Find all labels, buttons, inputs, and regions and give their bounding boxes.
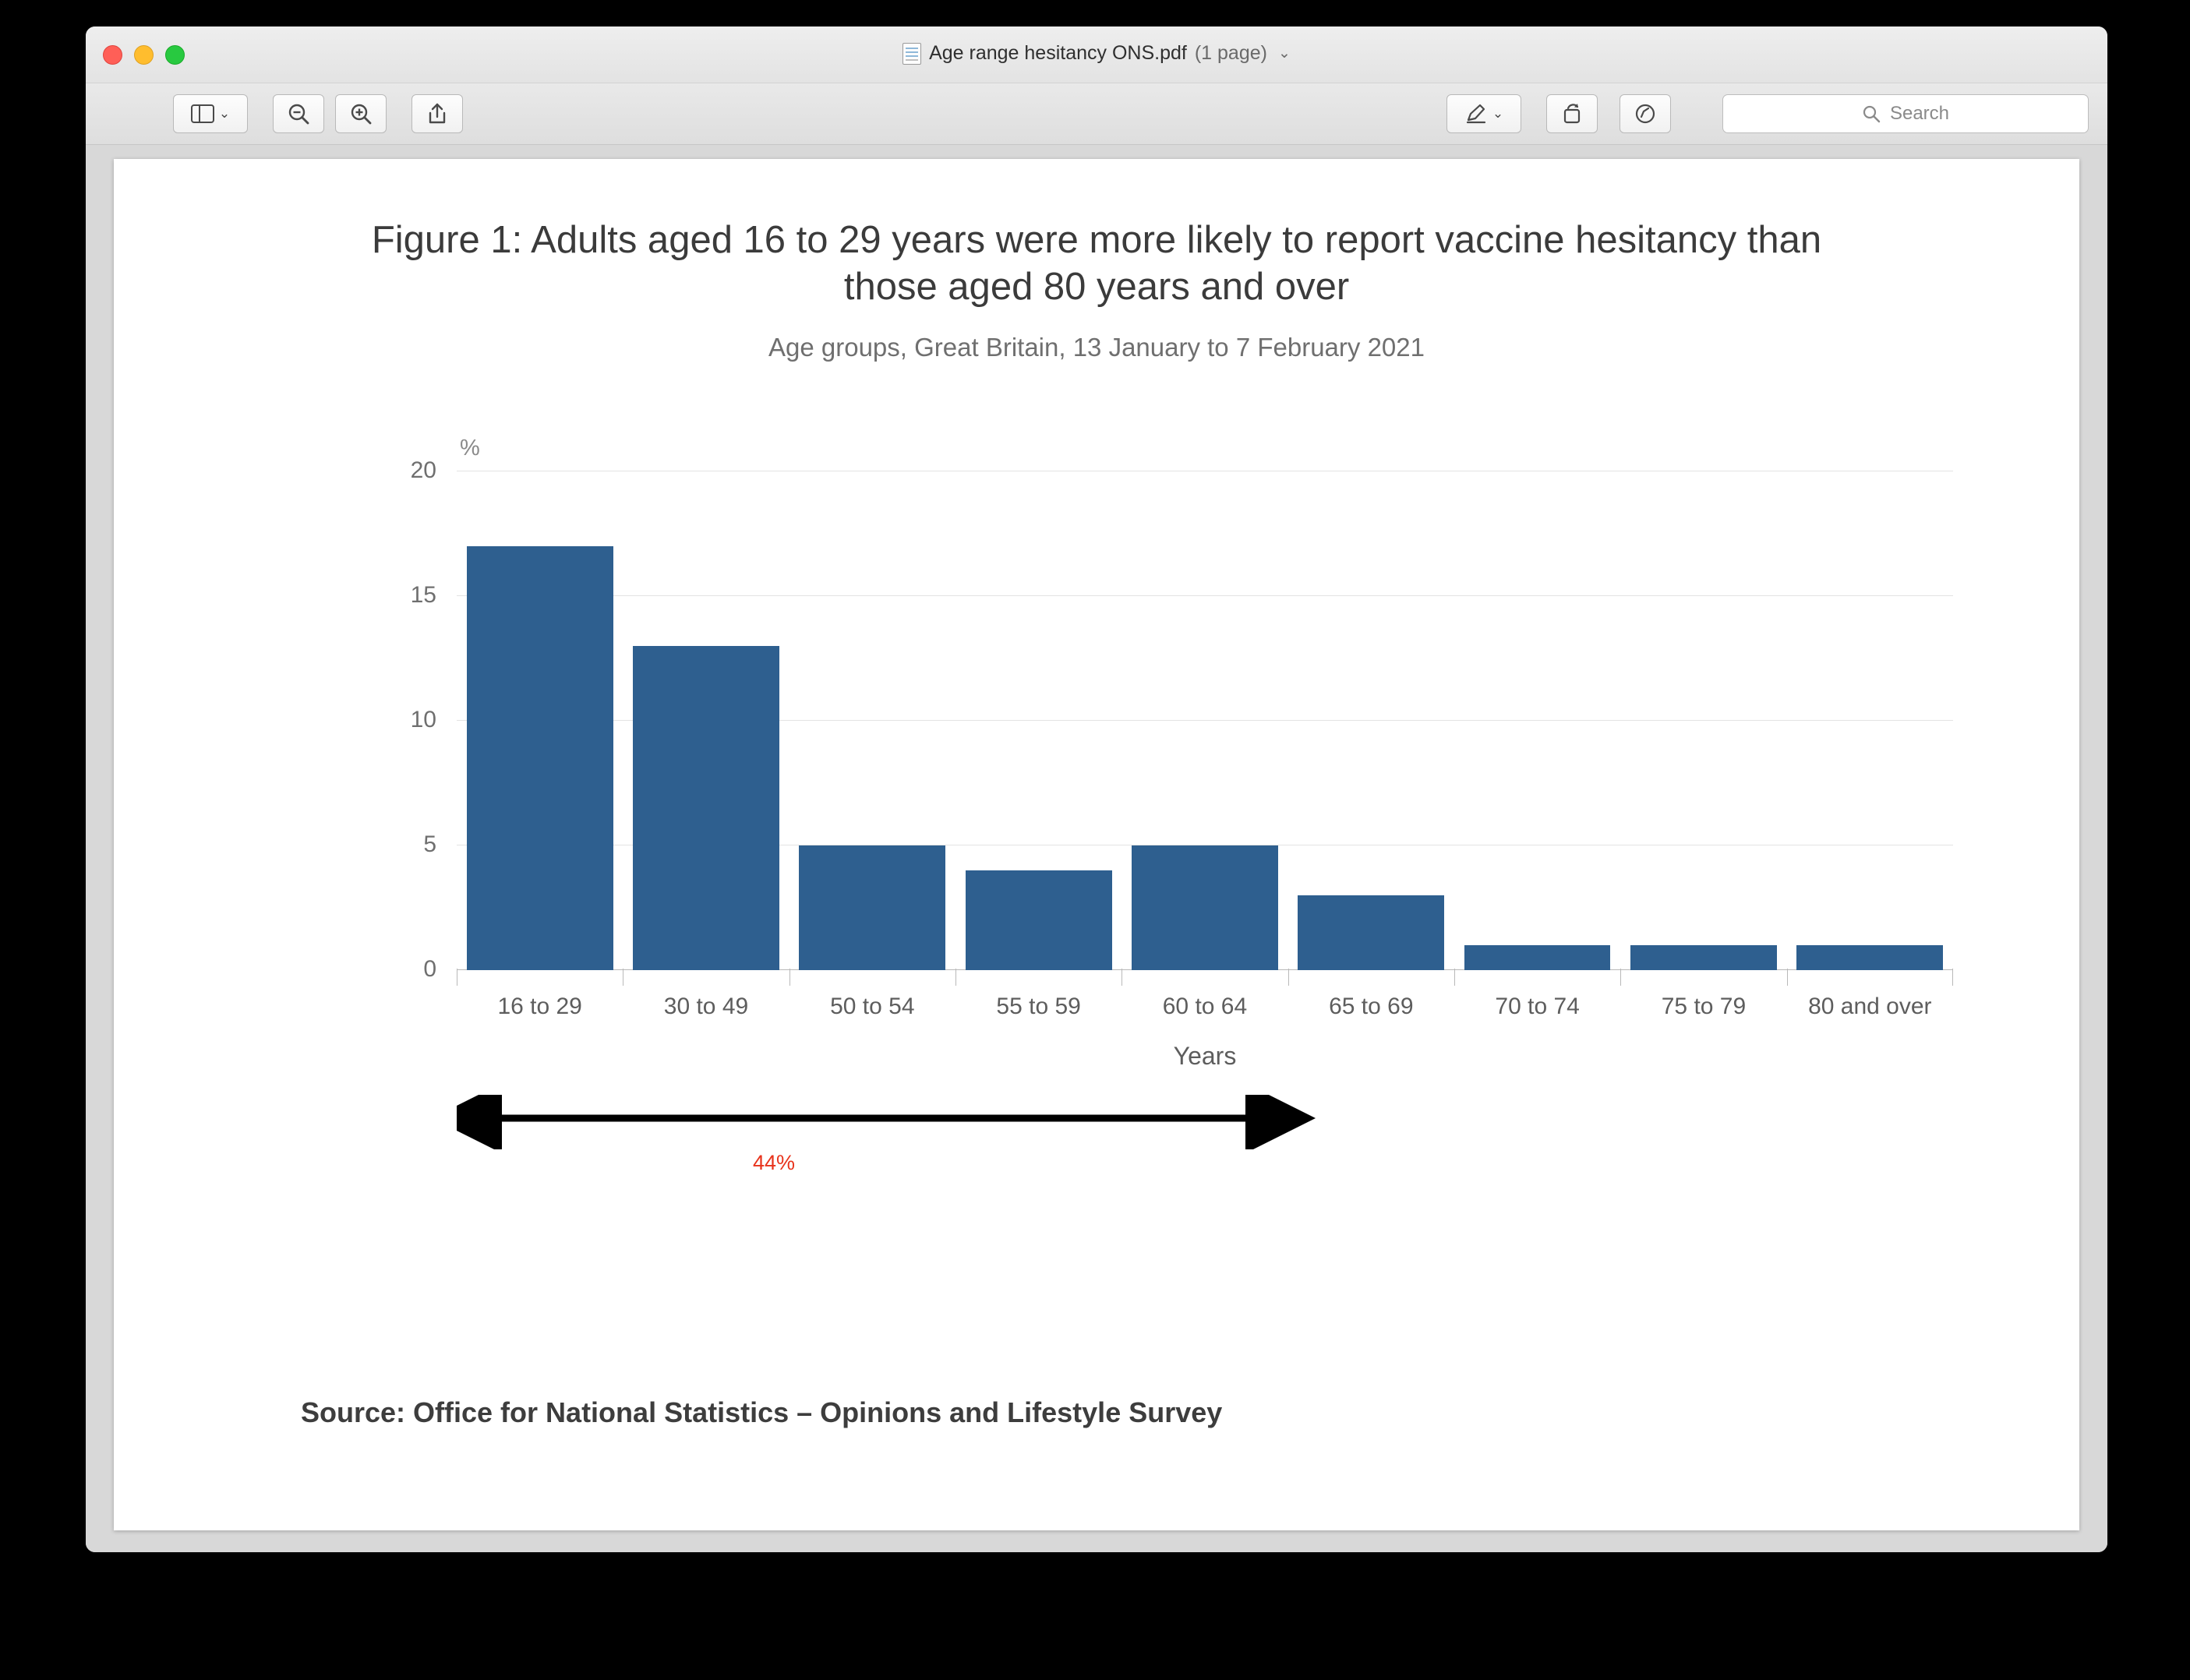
page-scroll-area[interactable] <box>86 145 2107 1552</box>
bar-column <box>1121 471 1288 970</box>
x-axis-tick-label: 16 to 29 <box>457 994 623 1020</box>
bar <box>467 546 613 970</box>
annotate-button[interactable] <box>1620 94 1671 133</box>
bar-column <box>955 471 1121 970</box>
chart-title: Figure 1: Adults aged 16 to 29 years were more likely to report vaccine hesitancy than those aged 80 years and over <box>371 219 1822 308</box>
search-icon <box>1862 104 1881 123</box>
marker-pen-icon <box>1464 103 1488 125</box>
x-axis-tick-label: 50 to 54 <box>789 994 955 1020</box>
chevron-down-icon: ⌄ <box>218 106 231 121</box>
search-placeholder: Search <box>1889 103 1950 124</box>
document-icon <box>902 43 921 65</box>
y-axis-tick-label: 15 <box>410 581 436 608</box>
x-axis-tick-label: 75 to 79 <box>1620 994 1786 1020</box>
bar <box>966 870 1112 970</box>
bar-column <box>789 471 955 970</box>
bar <box>633 646 779 970</box>
share-button[interactable] <box>412 94 463 133</box>
bar-column <box>1787 471 1953 970</box>
bar-column <box>1454 471 1620 970</box>
window-title <box>86 42 2107 65</box>
toolbar <box>86 83 2107 145</box>
highlight-circle-icon <box>1634 102 1657 125</box>
preview-window <box>86 26 2107 1552</box>
bar-series <box>457 471 1953 970</box>
toolbar-left-group <box>173 94 463 133</box>
x-axis-tick-label: 60 to 64 <box>1121 994 1288 1020</box>
x-axis-tick-label: 30 to 49 <box>623 994 789 1020</box>
window-page-count: (1 page) <box>1194 42 1267 64</box>
range-annotation <box>457 1095 1953 1188</box>
bar <box>1796 945 1943 970</box>
pdf-page <box>114 159 2079 1530</box>
zoom-out-icon <box>287 102 310 125</box>
bar <box>1132 845 1278 970</box>
chart <box>114 435 2079 1174</box>
bar <box>1298 895 1444 970</box>
y-axis-unit-label: % <box>460 435 480 461</box>
share-icon <box>426 102 448 125</box>
search-inner <box>1862 103 1949 125</box>
y-axis-tick-label: 5 <box>423 831 436 857</box>
sidebar-toggle-button[interactable] <box>173 94 248 133</box>
chart-subtitle: Age groups, Great Britain, 13 January to 7 February 2021 <box>768 332 1425 362</box>
chevron-down-icon[interactable]: ⌄ <box>1277 45 1291 62</box>
zoom-out-button[interactable] <box>273 94 324 133</box>
x-axis-labels <box>457 994 1953 1020</box>
window-title-text: Age range hesitancy ONS.pdf <box>929 42 1187 64</box>
bar-column <box>623 471 789 970</box>
zoom-in-icon <box>349 102 373 125</box>
bar <box>799 845 945 970</box>
zoom-in-button[interactable] <box>335 94 387 133</box>
window-titlebar <box>86 26 2107 83</box>
chevron-down-icon: ⌄ <box>1492 106 1504 121</box>
y-axis-tick-label: 20 <box>410 457 436 483</box>
bar-column <box>457 471 623 970</box>
toolbar-right-group <box>1446 94 1671 133</box>
x-axis-title: Years <box>1173 1041 1237 1070</box>
markup-button[interactable] <box>1446 94 1521 133</box>
rotate-button[interactable] <box>1546 94 1598 133</box>
double-arrow-icon <box>457 1095 1953 1149</box>
bar <box>1464 945 1611 970</box>
bar <box>1630 945 1777 970</box>
bar-column <box>1620 471 1786 970</box>
x-axis-tick-label: 70 to 74 <box>1454 994 1620 1020</box>
rotate-icon <box>1560 102 1584 125</box>
y-axis-tick-label: 0 <box>423 955 436 982</box>
sidebar-icon <box>191 104 214 123</box>
annotation-value: 44% <box>753 1150 796 1174</box>
bar-column <box>1288 471 1454 970</box>
source-note: Source: Office for National Statistics – Opinions and Lifestyle Survey <box>301 1396 1223 1428</box>
plot-area <box>410 435 1953 982</box>
x-axis-tick-label: 80 and over <box>1787 994 1953 1020</box>
x-axis-tick-label: 55 to 59 <box>955 994 1121 1020</box>
search-input[interactable] <box>1722 94 2089 133</box>
x-axis-tick-label: 65 to 69 <box>1288 994 1454 1020</box>
y-axis-tick-label: 10 <box>410 706 436 732</box>
